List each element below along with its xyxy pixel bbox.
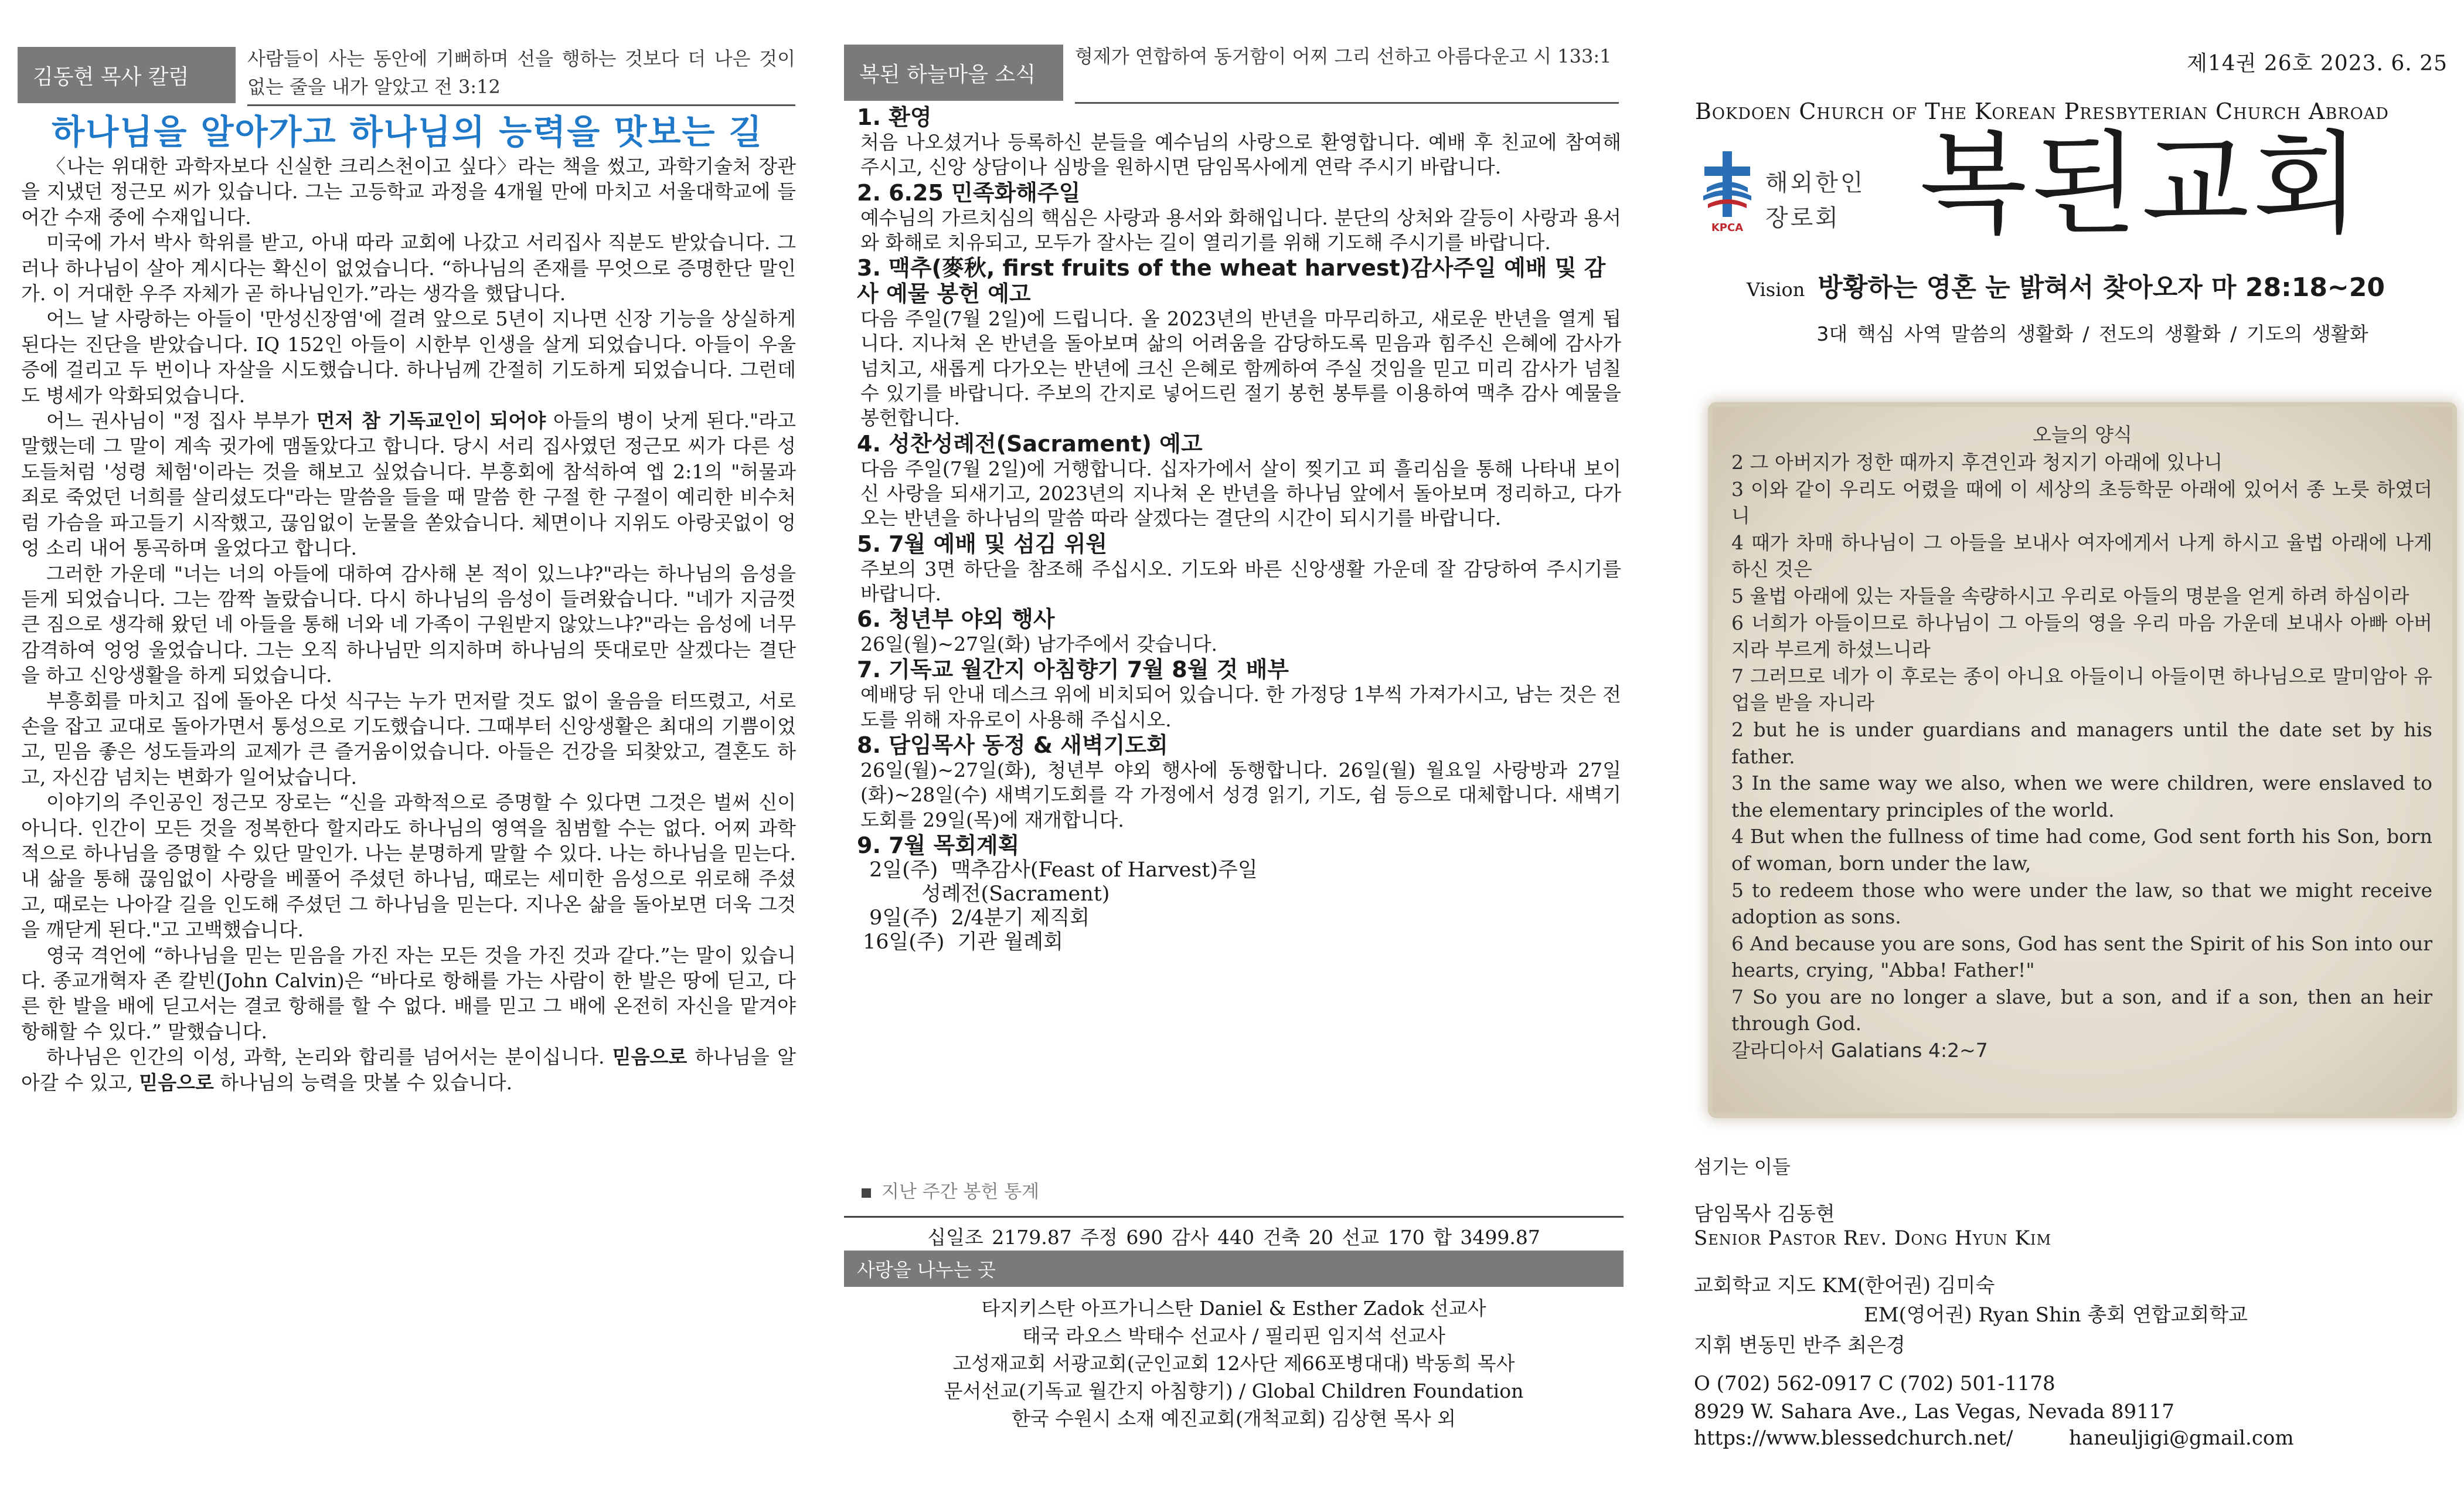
news-item	[857, 833, 1621, 954]
paragraph-with-bold: 어느 권사님이 "정 집사 부부가 먼저 참 기독교인이 되어야 아들의 병이 낫게 된다."라고 말했는데 그 말이 계속 귓가에 맴돌았다고 합니다. 당시 서리 집사였던 정근모 씨가 다른 성도들처럼 '성령 체험'이라는 것을 해보고 싶었습니다. 부흥회에 참석하여 엡 2:1의 "허물과 죄로 죽었던 너희를 살리셨도다"라는 말씀을 들을 때 말씀 한 구절 한 구절이 예리한 비수처럼 가슴을 파고들기 시작했고, 끊임없이 눈물을 쏟았습니다. 체면이나 지위도 아랑곳없이 엉엉 소리 내어 통곡하며 울었다고 합니다.	[21, 409, 796, 560]
news-quote: 형제가 연합하여 동거함이 어찌 그리 선하고 아름다운고 시 133:1	[1075, 45, 1612, 67]
paragraph: 미국에 가서 박사 학위를 받고, 아내 따라 교회에 나갔고 서리집사 직분도 받았습니다. 그러나 하나님이 살아 계시다는 확신이 없었습니다. “하나님의 존재를 무엇으로 증명한단 말인가. 이 거대한 우주 자체가 곧 하나님인가.”라는 생각을 했답니다.	[21, 231, 796, 305]
logo-text-line: 장로회	[1765, 205, 1840, 232]
news-heading: 5. 7월 예배 및 섬김 위원	[857, 531, 1108, 557]
share-item: 타지키스탄 아프가니스탄 Daniel & Esther Zadok 선교사	[981, 1297, 1486, 1320]
issue-date: 제14권 26호 2023. 6. 25	[2187, 52, 2448, 76]
news-body: 주보의 3면 하단을 참조해 주십시오. 기도와 바른 신앙생활 가운데 잘 감당하여 주시기를 바랍니다.	[860, 557, 1621, 605]
email-link[interactable]: haneuljigi@gmail.com	[2069, 1426, 2294, 1450]
daily-bread-verses	[1731, 449, 2432, 1064]
daily-bread-panel	[1713, 407, 2452, 1113]
vision	[1747, 266, 2456, 304]
logo-acronym: KPCA	[1711, 222, 1744, 234]
news-item	[857, 255, 1621, 430]
news-item	[857, 431, 1621, 531]
paragraph: 부흥회를 마치고 집에 돌아온 다섯 식구는 누가 먼저랄 것도 없이 울음을 터뜨렸고, 서로 손을 잡고 교대로 돌아가면서 통성으로 기도했습니다. 그때부터 신앙생활은 최대의 기쁨이었고, 믿음 좋은 성도들과의 교제가 큰 즐거움이었습니다. 아들은 건강을 되찾았고, 결혼도 하고, 자신감 넘치는 변화가 일어났습니다.	[21, 689, 796, 789]
square-bullet-icon	[862, 1188, 871, 1198]
schedule-list	[857, 858, 1621, 954]
column-body	[21, 154, 796, 1095]
column-pastor	[18, 0, 797, 1495]
news-item	[857, 104, 1621, 180]
schedule-row: 2일(주) 맥추감사(Feast of Harvest)주일	[863, 858, 1258, 882]
news-heading: 4. 성찬성례전(Sacrament) 예고	[857, 430, 1203, 457]
offering-stats: 십일조 2179.87 주정 690 감사 440 건축 20 선교 170 합 3499.87	[844, 1216, 1624, 1250]
church-school-em: EM(영어권) Ryan Shin 총회 연합교회학교	[1864, 1303, 2248, 1327]
logo-text-line: 해외한인	[1765, 169, 1866, 196]
schedule-row: 9일(주) 2/4분기 제직회	[863, 906, 1090, 930]
news-heading: 3. 맥추(麥秋, first fruits of the wheat harvest)감사주일 예배 및 감사 예물 봉헌 예고	[857, 255, 1606, 307]
news-body: 26일(월)~27일(화) 남가주에서 갖습니다.	[860, 633, 1218, 656]
verse-reference: 갈라디아서 Galatians 4:2~7	[1731, 1039, 1988, 1062]
news-heading: 2. 6.25 민족화해주일	[857, 179, 1081, 206]
news-body: 처음 나오셨거나 등록하신 분들을 예수님의 사랑으로 환영합니다. 예배 후 친교에 참여해 주시고, 신앙 상담이나 심방을 원하시면 담임목사에게 연락 주시기 바랍니다.	[860, 131, 1621, 179]
verse: 2 그 아버지가 정한 때까지 후견인과 청지기 아래에 있나니	[1731, 451, 2223, 474]
verse: 7 So you are no longer a slave, but a son, and if a son, then an heir through God.	[1731, 985, 2432, 1035]
verse: 6 너희가 아들이므로 하나님이 그 아들의 영을 우리 마음 가운데 보내사 아빠 아버지라 부르게 하셨느니라	[1731, 611, 2432, 661]
paragraph: 〈나는 위대한 과학자보다 신실한 크리스천이고 싶다〉라는 책을 썼고, 과학기술처 장관을 지냈던 정근모 씨가 있습니다. 그는 고등학교 과정을 4개월 만에 마치고 서울대학교에 들어간 수재 중에 수재입니다.	[21, 155, 796, 229]
news-body: 다음 주일(7월 2일)에 드립니다. 올 2023년의 반년을 마무리하고, 새로운 반년을 열게 됩니다. 지나쳐 온 반년을 돌아보며 삶의 어려움을 감당하도록 믿음과 힘주신 은혜에 감사가 넘치고, 새롭게 다가오는 반년에 크신 은혜로 함께하여 주실 것임을 믿고 미리 감사가 넘칠 수 있기를 바랍니다. 주보의 간지로 넣어드린 절기 봉헌 봉투를 이용하여 맥추 감사 예물을 봉헌합니다.	[860, 307, 1621, 430]
news-item	[857, 606, 1621, 657]
verse: 3 In the same way we also, when we were children, were enslaved to the elementary principles of the world.	[1731, 772, 2432, 821]
share-item: 고성재교회 서광교회(군인교회 12사단 제66포병대대) 박동희 목사	[952, 1352, 1515, 1375]
daily-bread-title: 오늘의 양식	[2033, 423, 2132, 446]
schedule-row: 성례전(Sacrament)	[863, 882, 1110, 906]
paragraph: 영국 격언에 “하나님을 믿는 믿음을 가진 자는 모든 것을 가진 것과 같다.”는 말이 있습니다. 종교개혁자 존 칼빈(John Calvin)은 “바다로 항해를 가는 사람이 한 발은 땅에 딛고, 다른 한 발을 배에 딛고서는 결코 항해를 할 수 없다. 배를 믿고 그 배에 온전히 자신을 맡겨야 항해할 수 있다.” 말했습니다.	[21, 943, 796, 1043]
share-label: 사랑을 나누는 곳	[844, 1251, 1624, 1287]
verse: 4 때가 차매 하나님이 그 아들을 보내사 여자에게서 나게 하시고 율법 아래에 나게 하신 것은	[1731, 531, 2432, 581]
pastor-korean: 담임목사 김동현	[1694, 1202, 1835, 1226]
news-heading: 1. 환영	[857, 104, 932, 130]
website-link[interactable]: https://www.blessedchurch.net/	[1694, 1426, 2013, 1450]
church-name-english: Bokdoen Church of The Korean Presbyterian Church Abroad	[1695, 98, 2389, 124]
column-label: 김동현 목사 칼럼	[18, 47, 236, 103]
share-item: 태국 라오스 박태수 선교사 / 필리핀 임지석 선교사	[1022, 1324, 1446, 1347]
news-body: 예수님의 가르치심의 핵심은 사랑과 용서와 화해입니다. 분단의 상처와 갈등이 사랑과 용서와 화해로 치유되고, 모두가 잘사는 길이 열리기를 위해 기도해 주시기를 바랍니다.	[860, 206, 1621, 254]
verse: 4 But when the fullness of time had come, God sent forth his Son, born of woman, born under the law,	[1731, 825, 2432, 875]
church-school-km: 교회학교 지도 KM(한어권) 김미숙	[1694, 1274, 1995, 1297]
news-body: 예배당 뒤 안내 데스크 위에 비치되어 있습니다. 한 가정당 1부씩 가져가시고, 남는 것은 전도를 위해 자유로이 사용해 주십시오.	[860, 683, 1621, 731]
pastor-english: Senior Pastor Rev. Dong Hyun Kim	[1694, 1226, 2052, 1250]
share-item: 한국 수원시 소재 예진교회(개척교회) 김상현 목사 외	[1011, 1407, 1456, 1430]
music-staff: 지휘 변동민 반주 최은경	[1694, 1334, 1905, 1357]
column-cover	[1682, 0, 2456, 1495]
staff-title: 섬기는 이들	[1694, 1156, 1791, 1178]
church-name: 복된교회	[1920, 120, 2364, 249]
column-quote: 사람들이 사는 동안에 기뻐하며 선을 행하는 것보다 더 나은 것이 없는 줄을 내가 알았고 전 3:12	[247, 47, 795, 98]
news-item	[857, 657, 1621, 732]
news-label: 복된 하늘마을 소식	[844, 45, 1063, 101]
share-list	[844, 1294, 1624, 1432]
church-address: 8929 W. Sahara Ave., Las Vegas, Nevada 89117	[1694, 1400, 2175, 1423]
news-list	[857, 104, 1621, 954]
news-heading: 8. 담임목사 동정 & 새벽기도회	[857, 732, 1168, 759]
paragraph: 그러한 가운데 "너는 너의 아들에 대하여 감사해 본 적이 있느냐?"라는 하나님의 음성을 듣게 되었습니다. 그는 깜짝 놀랐습니다. 다시 하나님의 음성이 들려왔습니다. "네가 지금껏 큰 짐으로 생각해 왔던 네 아들을 통해 너와 네 가족이 구원받지 않았느냐?"라는 음성에 너무 감격하여 엉엉 울었습니다. 그는 오직 하나님만 의지하며 하나님의 뜻대로만 살겠다는 결단을 하고 신앙생활을 하게 되었습니다.	[21, 562, 796, 687]
mission-statement: 3대 핵심 사역 말씀의 생활화 / 전도의 생활화 / 기도의 생활화	[1816, 322, 2368, 345]
news-body: 다음 주일(7월 2일)에 거행합니다. 십자가에서 살이 찢기고 피 흘리심을 통해 나타내 보이신 사랑을 되새기고, 2023년의 지나쳐 온 반년을 하나님 앞에서 돌아보며 정리하고, 다가오는 반년을 하나님의 말씀 따라 살겠다는 결단의 시간이 되시기를 바랍니다.	[860, 457, 1621, 530]
vision-text: 방황하는 영혼 눈 밝혀서 찾아오자 마 28:18~20	[1818, 273, 2385, 303]
paragraph: 어느 날 사랑하는 아들이 '만성신장염'에 걸려 앞으로 5년이 지나면 신장 기능을 상실하게 된다는 진단을 받았습니다. IQ 152인 아들이 시한부 인생을 살게 되었습니다. 아들이 우울증에 걸리고 두 번이나 자살을 시도했습니다. 하나님께 간절히 기도하게 되었습니다. 그런데도 병세가 악화되었습니다.	[21, 307, 796, 407]
vision-label: Vision	[1747, 278, 1805, 301]
offering-stats-heading	[862, 1177, 1039, 1203]
schedule-row: 16일(주) 기관 월례회	[863, 930, 1063, 954]
column-title: 하나님을 알아가고 하나님의 능력을 맛보는 길	[52, 112, 763, 152]
news-heading: 7. 기독교 월간지 아침향기 7월 8월 것 배부	[857, 657, 1289, 683]
verse: 2 but he is under guardians and managers until the date set by his father.	[1731, 718, 2432, 768]
phone-numbers: O (702) 562-0917 C (702) 501-1178	[1694, 1372, 2055, 1395]
verse: 3 이와 같이 우리도 어렸을 때에 이 세상의 초등학문 아래에 있어서 종 노릇 하였더니	[1731, 477, 2432, 528]
paragraph-with-bold: 하나님은 인간의 이성, 과학, 논리와 합리를 넘어서는 분이십니다. 믿음으로 하나님을 알아갈 수 있고, 믿음으로 하나님의 능력을 맛볼 수 있습니다.	[21, 1045, 797, 1094]
logo-text	[1765, 165, 1883, 236]
news-heading: 6. 청년부 야외 행사	[857, 606, 1055, 633]
verse: 5 율법 아래에 있는 자들을 속량하시고 우리로 아들의 명분을 얻게 하려 하심이라	[1731, 584, 2409, 607]
news-item	[857, 180, 1621, 256]
column-news	[844, 0, 1624, 1495]
verse: 6 And because you are sons, God has sent the Spirit of his Son into our hearts, crying, "Abba! Father!"	[1731, 932, 2432, 982]
verse: 7 그러므로 네가 이 후로는 종이 아니요 아들이니 아들이면 하나님으로 말미암아 유업을 받을 자니라	[1731, 664, 2432, 715]
news-item	[857, 531, 1621, 607]
news-body: 26일(월)~27일(화), 청년부 야외 행사에 동행합니다. 26일(월) 월요일 사랑방과 27일(화)~28일(수) 새벽기도회를 각 가정에서 성경 읽기, 기도, 쉼 등으로 대체합니다. 새벽기도회를 29일(목)에 재개합니다.	[860, 759, 1621, 831]
divider	[1075, 102, 1619, 104]
news-heading: 9. 7월 목회계획	[857, 832, 1020, 858]
news-item	[857, 732, 1621, 833]
offering-stats-title: 지난 주간 봉헌 통계	[882, 1181, 1040, 1202]
verse: 5 to redeem those who were under the law, so that we might receive adoption as sons.	[1731, 878, 2432, 929]
paragraph: 이야기의 주인공인 정근모 장로는 “신을 과학적으로 증명할 수 있다면 그것은 벌써 신이 아니다. 인간이 모든 것을 정복한다 할지라도 하나님의 영역을 침범할 수는 없다. 어찌 과학적으로 하나님을 증명할 수 있단 말인가. 나는 분명하게 말할 수 있다. 나는 하나님을 믿는다. 내 삶을 통해 끊임없이 사랑을 베풀어 주셨던 하나님, 때로는 세미한 음성으로 위로해 주셨고, 때로는 나아갈 길을 인도해 주셨던 그 하나님을 믿는다. 지나온 삶을 돌아보면 더욱 그것을 깨닫게 된다."고 고백했습니다.	[21, 791, 796, 942]
share-item: 문서선교(기독교 월간지 아침향기) / Global Children Foundation	[944, 1380, 1524, 1402]
